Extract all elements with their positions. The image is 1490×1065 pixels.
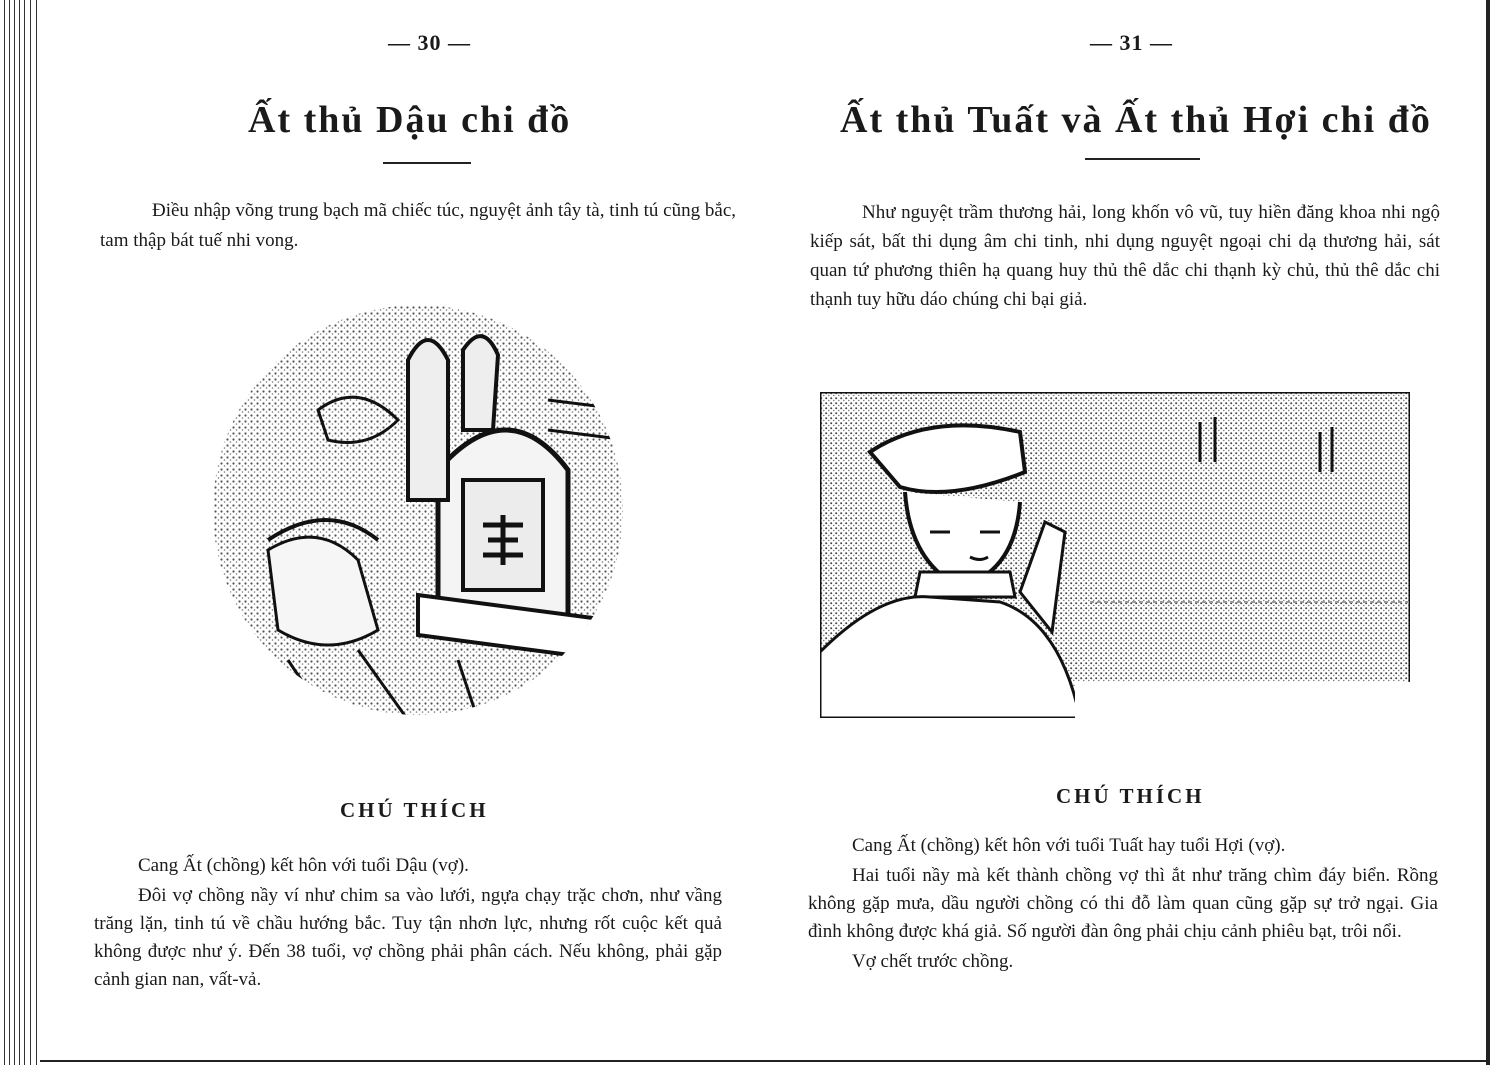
binding-edge [0,0,48,1065]
page-edge [1486,0,1490,1065]
intro-paragraph: Như nguyệt trầm thương hải, long khốn vô vũ, tuy hiền đăng khoa nhi ngộ kiếp sát, bất thi dụng âm chi tinh, nhi dụng nguyệt ngoại chi dạ thương hải, sát quan tứ phương thiên hạ quang huy thủ thê dắc chi thạnh kỳ chủ, thủ thê dắc chi thạnh tuy hữu dáo chúng chi bại giả. [810,202,1440,310]
praying-man-illustration [820,392,1410,718]
note-paragraph: Hai tuổi nầy mà kết thành chồng vợ thì ắt như trăng chìm đáy biển. Rồng không gặp mưa, dầu người chồng có thi đỗ làm quan cũng gặp sự trở ngại. Gia đình không được khá giả. Số người đàn ông phải chịu cảnh phiêu bạt, trôi nổi. [808,865,1438,942]
note-paragraph: Vợ chết trước chồng. [852,951,1014,972]
note-paragraph: Đôi vợ chồng nầy ví như chim sa vào lưới, ngựa chạy trặc chơn, như vầng trăng lặn, tinh tú về chầu hướng bắc. Tuy tận nhơn lực, nhưng rốt cuộc kết quả không được như ý. Đến 38 tuổi, vợ chồng phải phân cách. Nếu không, phải gặp cảnh gian nan, vất-vả. [94,885,722,990]
page-title: Ất thủ Dậu chi đồ [248,99,572,141]
page-number: — 30 — [388,30,471,55]
page-number: — 31 — [1090,30,1173,55]
left-page [48,0,758,1065]
title-underline [383,162,471,164]
notes-heading: CHÚ THÍCH [340,798,489,822]
page-title: Ất thủ Tuất và Ất thủ Hợi chi đồ [840,99,1432,141]
note-paragraph: Cang Ất (chồng) kết hôn với tuổi Tuất hay tuổi Hợi (vợ). [852,835,1286,856]
notes-block [94,852,722,996]
right-page [770,0,1470,1065]
notes-heading: CHÚ THÍCH [1056,784,1205,808]
title-underline [1085,158,1200,160]
intro-paragraph: Điều nhập võng trung bạch mã chiếc túc, nguyệt ảnh tây tà, tinh tú cũng bắc, tam thập bát tuế nhi vong. [100,200,736,251]
shrine-illustration [208,300,628,720]
notes-block [808,832,1438,978]
note-paragraph: Cang Ất (chồng) kết hôn với tuổi Dậu (vợ). [138,855,469,876]
